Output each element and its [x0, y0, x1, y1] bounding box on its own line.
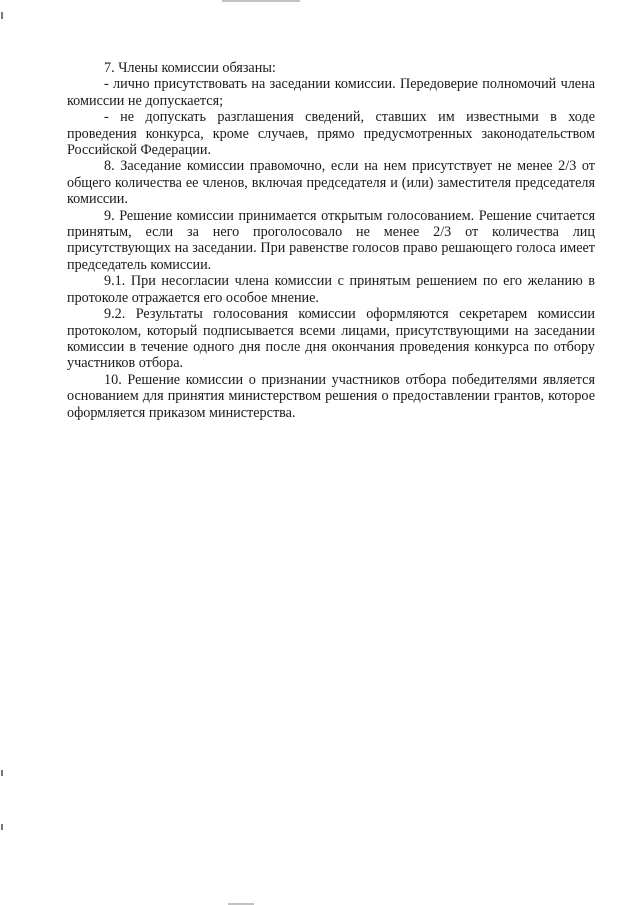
paragraph-9: 9. Решение комиссии принимается открытым голосованием. Решение считается принятым, если за него проголосовало не менее 2/3 от количества лиц присутствующих на заседании. При равенстве голосов право решающего голоса имеет председатель комиссии. [67, 207, 595, 273]
scan-edge-mark-top [222, 0, 300, 2]
document-body [67, 60, 595, 421]
paragraph-9-1: 9.1. При несогласии члена комиссии с принятым решением по его желанию в протоколе отражается его особое мнение. [67, 273, 595, 306]
paragraph-9-2: 9.2. Результаты голосования комиссии оформляются секретарем комиссии протоколом, который подписывается всеми лицами, присутствующими на заседании комиссии в течение одного дня после дня окончания проведения конкурса по отбору участников отбора. [67, 306, 595, 372]
paragraph-10: 10. Решение комиссии о признании участников отбора победителями является основанием для принятия министерством решения о предоставлении грантов, которое оформляется приказом министерства. [67, 371, 595, 421]
paragraph-8: 8. Заседание комиссии правомочно, если на нем присутствует не менее 2/3 от общего количества ее членов, включая председателя и (или) заместителя председателя комиссии. [67, 158, 595, 208]
paragraph-7-item-2: - не допускать разглашения сведений, ставших им известными в ходе проведения конкурса, кроме случаев, прямо предусмотренных законодательством Российской Федерации. [67, 109, 595, 159]
scan-margin-tick [1, 770, 3, 776]
scan-margin-tick [1, 12, 3, 19]
paragraph-7: 7. Члены комиссии обязаны: [104, 60, 276, 76]
paragraph-7-item-1: - лично присутствовать на заседании комиссии. Передоверие полномочий члена комиссии не допускается; [67, 76, 595, 109]
scan-margin-tick [1, 824, 3, 830]
